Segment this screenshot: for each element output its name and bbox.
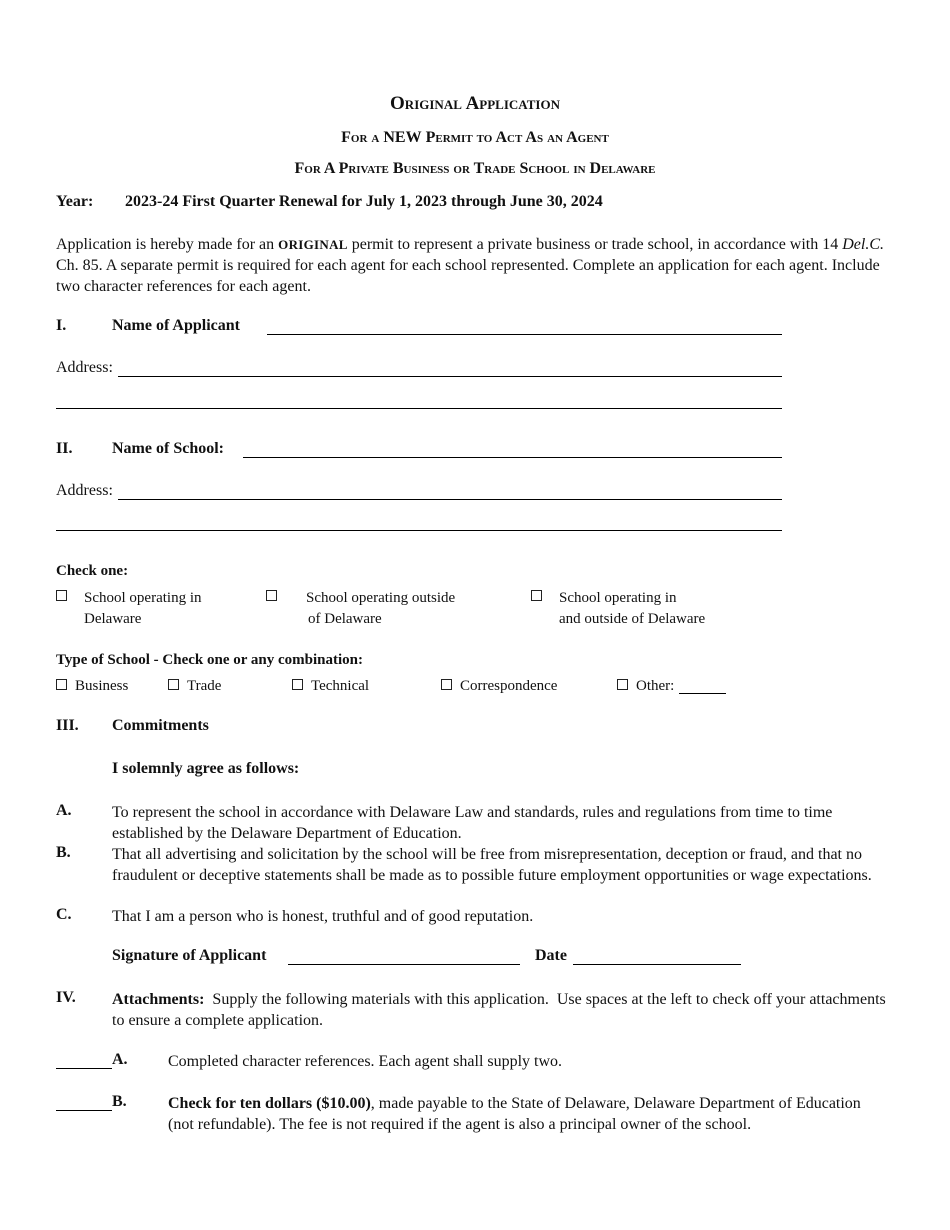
intro-original: ORIGINAL <box>278 237 348 252</box>
checkbox-in-delaware[interactable] <box>56 589 75 606</box>
checkbox-icon[interactable] <box>56 679 67 690</box>
checkbox-in-and-outside-delaware[interactable] <box>531 589 550 606</box>
section-2-number: II. <box>56 440 73 457</box>
commitment-c-text: That I am a person who is honest, truthful and of good reputation. <box>112 908 534 925</box>
intro-part-1: Application is hereby made for an <box>56 236 279 253</box>
section-4-number: IV. <box>56 989 76 1006</box>
type-business-label: Business <box>75 678 129 694</box>
page-subtitle-1 <box>0 129 950 147</box>
attachment-b-checkoff[interactable] <box>56 1110 112 1111</box>
intro-part-3: Ch. 85. A separate permit is required for each agent for each school represented. Complete an application for each agent. Include two character references for each agent. <box>56 257 880 295</box>
type-trade-label: Trade <box>187 678 222 694</box>
option-2-line-1: School operating outside <box>306 590 456 606</box>
applicant-address-field-2[interactable] <box>56 408 782 409</box>
school-address-field-1[interactable] <box>118 499 782 500</box>
option-outside-delaware-label <box>306 588 455 630</box>
attachment-a-text: Completed character references. Each agent shall supply two. <box>168 1053 563 1070</box>
option-1-line-1: School operating in <box>84 590 202 606</box>
date-label: Date <box>535 947 567 964</box>
section-1-number: I. <box>56 317 67 334</box>
signature-field[interactable] <box>288 964 520 965</box>
type-other-label: Other: <box>636 678 675 694</box>
intro-delc: Del.C. <box>842 236 885 253</box>
option-in-and-outside-label <box>559 588 705 630</box>
attachments-text: Supply the following materials with this application. Use spaces at the left to check off your attachments to ensure a complete application. <box>112 991 890 1029</box>
type-correspondence[interactable] <box>441 678 557 695</box>
page-subtitle-2: For A Private Business or Trade School in Delaware <box>294 160 656 177</box>
type-technical-label: Technical <box>311 678 370 694</box>
checkbox-icon[interactable] <box>292 679 303 690</box>
subtitle-rest: Permit to Act As an Agent <box>425 129 609 146</box>
school-name-field[interactable] <box>243 457 782 458</box>
attachment-a-checkoff[interactable] <box>56 1068 112 1069</box>
attachment-b-letter: B. <box>112 1093 127 1110</box>
attachments-heading: Attachments: <box>112 991 205 1008</box>
attachment-b-rest: , made payable to the State of Delaware, Delaware Department of Education (not refundable). The fee is not required if the agent is also a principal owner of the school. <box>168 1095 861 1133</box>
type-technical[interactable] <box>292 678 369 695</box>
school-name-label: Name of School: <box>112 440 224 457</box>
year-value: 2023-24 First Quarter Renewal for July 1, 2023 through June 30, 2024 <box>125 193 603 210</box>
commitment-b-letter: B. <box>56 844 71 861</box>
type-business[interactable] <box>56 678 128 695</box>
check-one-heading: Check one: <box>56 563 129 579</box>
section-3-number: III. <box>56 717 79 734</box>
checkbox-outside-delaware[interactable] <box>266 589 285 606</box>
option-3-line-2: and outside of Delaware <box>559 611 706 627</box>
type-correspondence-label: Correspondence <box>460 678 558 694</box>
checkbox-icon[interactable] <box>441 679 452 690</box>
checkbox-icon[interactable] <box>56 590 67 601</box>
attachment-a-letter: A. <box>112 1051 128 1068</box>
attachment-b-text <box>168 1093 878 1135</box>
commitments-heading: Commitments <box>112 717 209 734</box>
type-other-field[interactable] <box>679 693 726 694</box>
attachments-paragraph <box>112 989 902 1031</box>
subtitle-new: NEW <box>383 129 422 146</box>
intro-part-2: permit to represent a private business or trade school, in accordance with 14 <box>347 236 843 253</box>
option-in-delaware-label <box>84 588 201 630</box>
subtitle-prefix: For a <box>341 129 380 146</box>
type-trade[interactable] <box>168 678 221 695</box>
signature-label: Signature of Applicant <box>112 947 267 964</box>
agree-heading: I solemnly agree as follows: <box>112 760 300 777</box>
attachment-b-bold: Check for ten dollars ($10.00) <box>168 1095 371 1112</box>
school-address-field-2[interactable] <box>56 530 782 531</box>
checkbox-icon[interactable] <box>617 679 628 690</box>
school-address-label: Address: <box>56 482 113 499</box>
checkbox-icon[interactable] <box>531 590 542 601</box>
applicant-name-field[interactable] <box>267 334 782 335</box>
applicant-address-field-1[interactable] <box>118 376 782 377</box>
year-label: Year: <box>56 193 94 210</box>
date-field[interactable] <box>573 964 741 965</box>
commitment-a-text: To represent the school in accordance with Delaware Law and standards, rules and regulations from time to time established by the Delaware Department of Education. <box>112 804 833 842</box>
applicant-name-label: Name of Applicant <box>112 317 240 334</box>
option-3-line-1: School operating in <box>559 590 677 606</box>
option-2-line-2: of Delaware <box>308 611 382 627</box>
commitment-a-letter: A. <box>56 802 72 819</box>
checkbox-icon[interactable] <box>168 679 179 690</box>
intro-paragraph <box>56 234 896 297</box>
type-other[interactable] <box>617 678 674 695</box>
page-title: Original Application <box>390 93 560 114</box>
checkbox-icon[interactable] <box>266 590 277 601</box>
option-1-line-2: Delaware <box>84 611 142 627</box>
applicant-address-label: Address: <box>56 359 113 376</box>
commitment-b-text: That all advertising and solicitation by the school will be free from misrepresentation, deception or fraud, and that no fraudulent or deceptive statements shall be made as to possible future employment opportunities or wage expectations. <box>112 846 872 884</box>
commitment-c-letter: C. <box>56 906 72 923</box>
school-type-heading: Type of School - Check one or any combination: <box>56 652 363 668</box>
